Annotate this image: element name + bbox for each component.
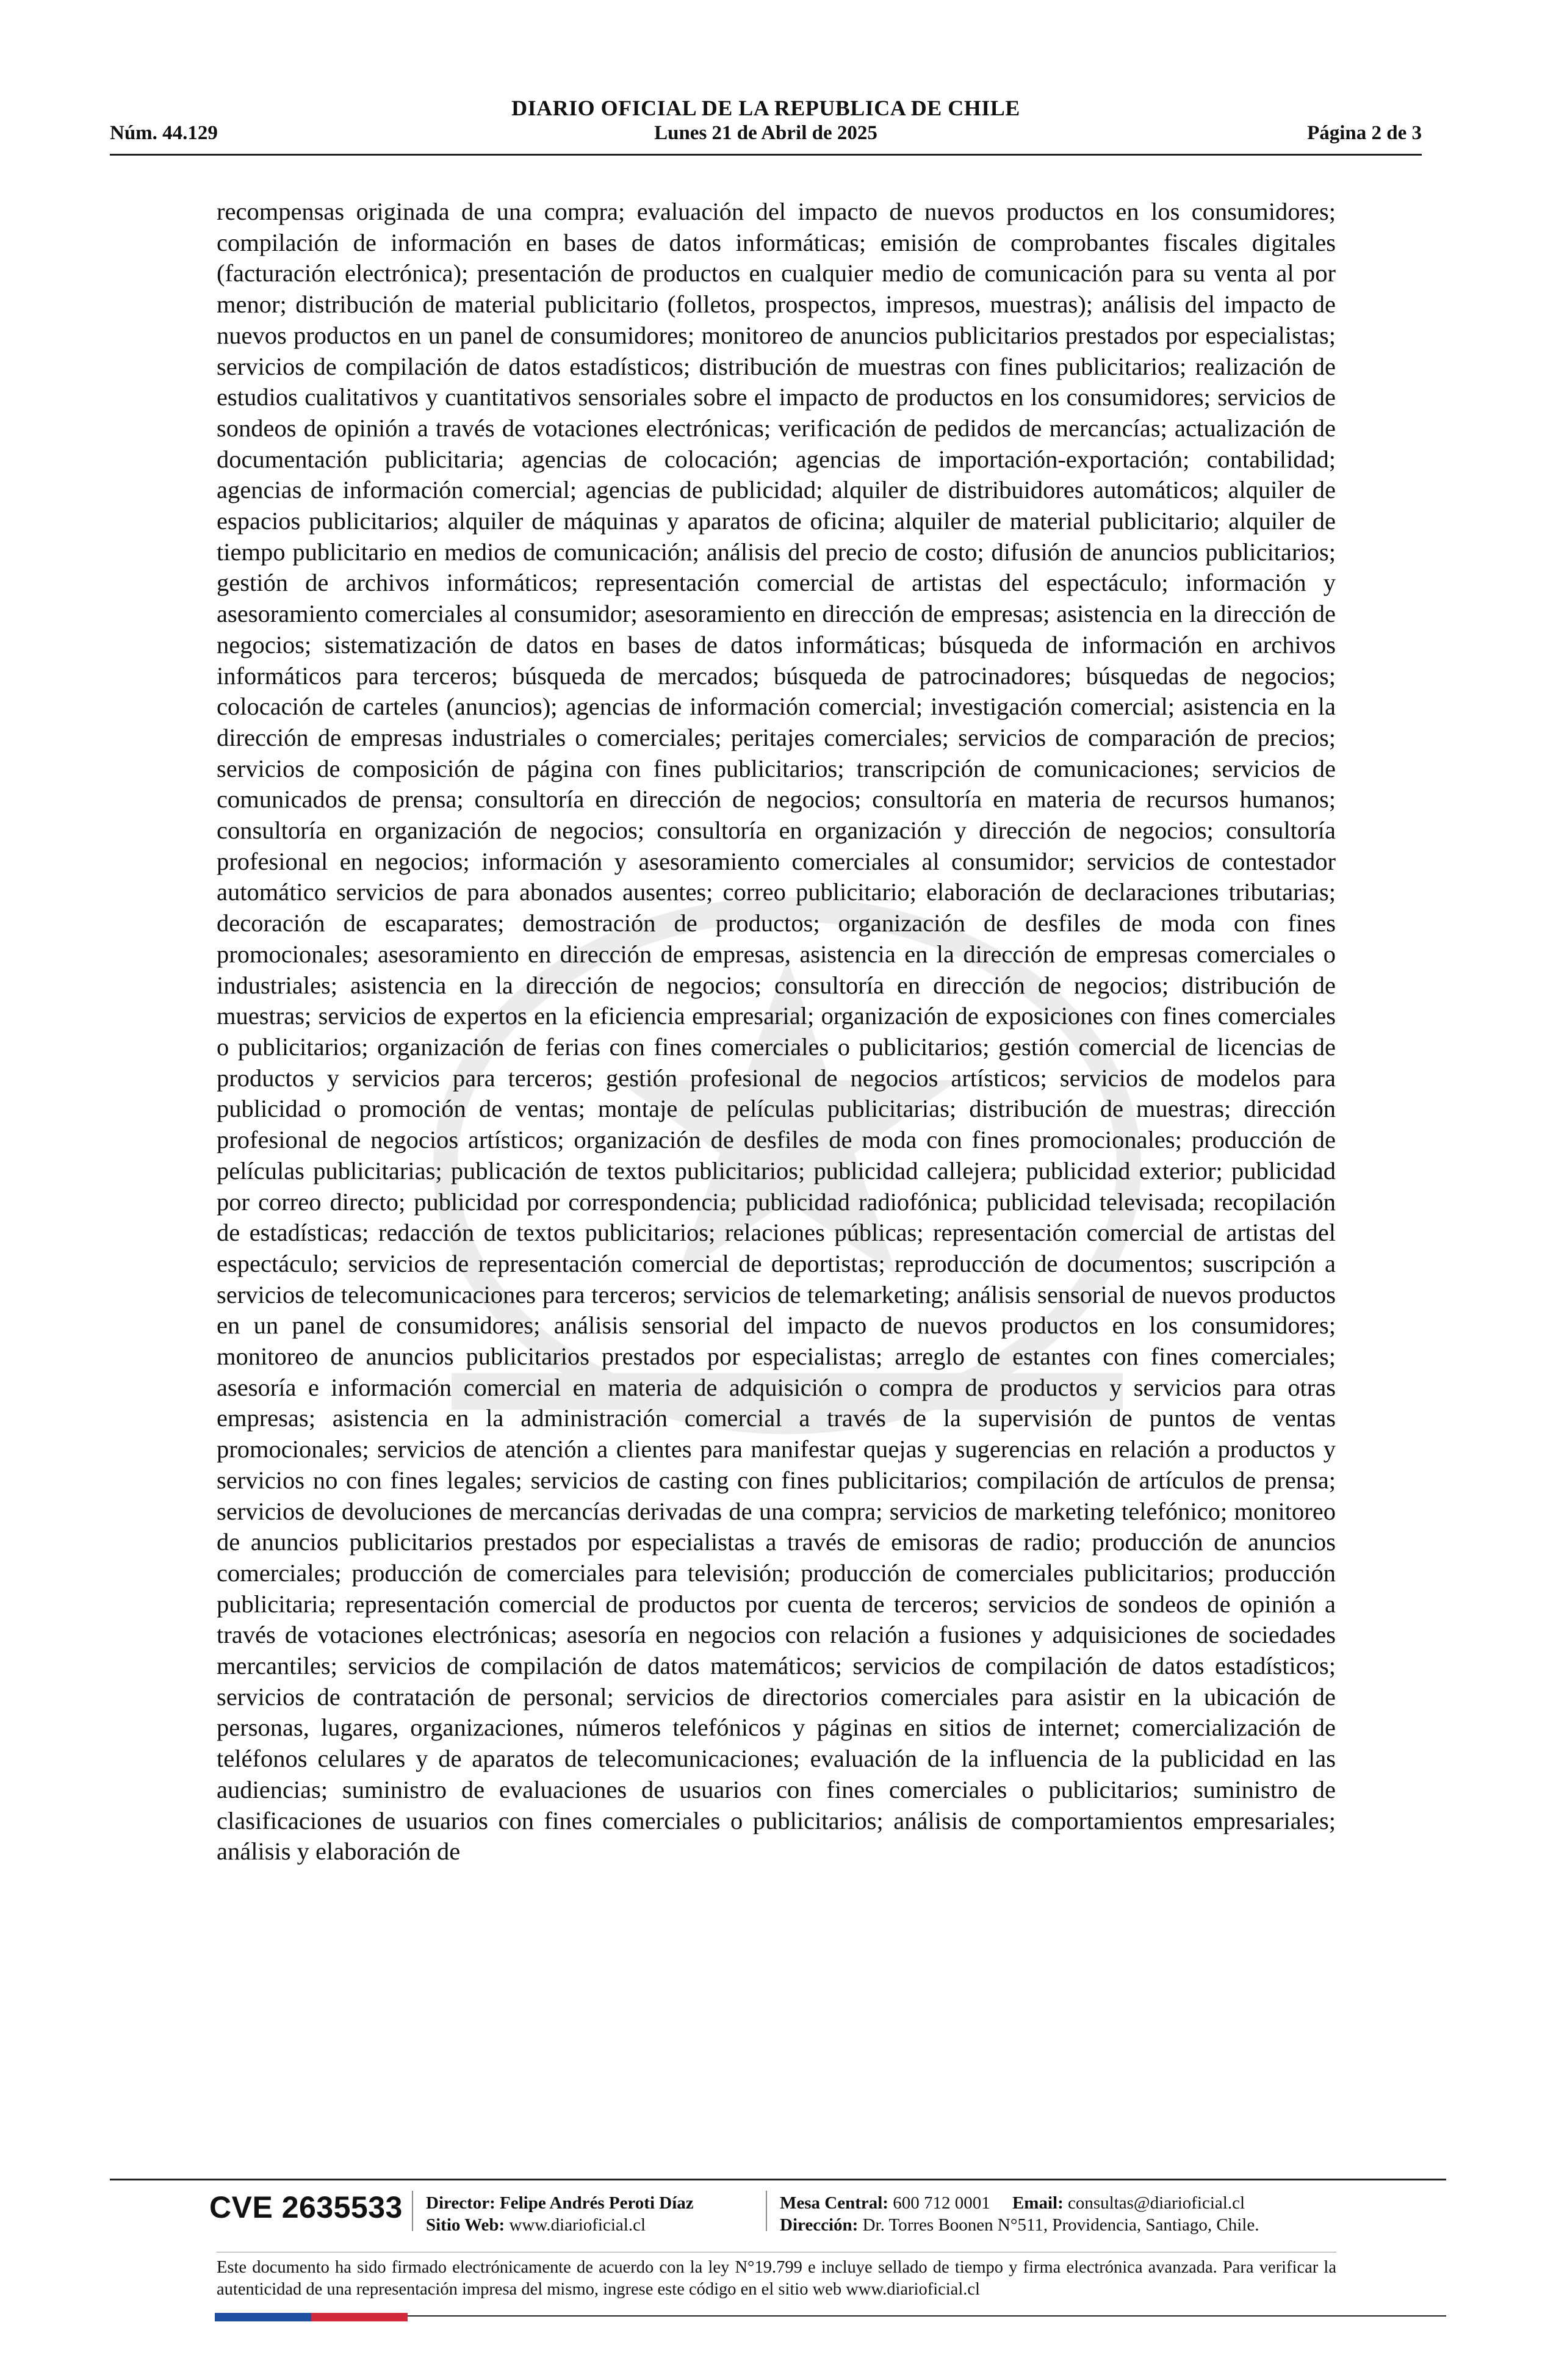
director-block bbox=[426, 2192, 694, 2236]
footer-separator bbox=[412, 2191, 413, 2231]
director-label: Director: bbox=[426, 2193, 495, 2213]
footer-divider-bottom bbox=[408, 2315, 1446, 2317]
publication-title: DIARIO OFICIAL DE LA REPUBLICA DE CHILE bbox=[511, 96, 1020, 120]
email-label: Email: bbox=[1012, 2193, 1064, 2213]
footer-divider-top bbox=[110, 2179, 1446, 2180]
flag-blue-segment bbox=[215, 2313, 311, 2321]
page-number: Página 2 de 3 bbox=[1307, 122, 1422, 144]
page-header bbox=[110, 92, 1422, 159]
header-divider bbox=[110, 154, 1422, 156]
website-label: Sitio Web: bbox=[426, 2215, 505, 2235]
footer-separator bbox=[766, 2191, 767, 2231]
address-text: Dr. Torres Boonen N°511, Providencia, Santiago, Chile. bbox=[862, 2215, 1259, 2235]
legal-note: Este documento ha sido firmado electrónicamente de acuerdo con la ley N°19.799 e incluye sellado de tiempo y firma electrónica avanzada. Para verificar la autenticidad de una representación impresa del mismo, ingrese este código en el sitio web www.diarioficial.cl bbox=[217, 2258, 1336, 2299]
website-link[interactable]: www.diarioficial.cl bbox=[509, 2215, 646, 2235]
issue-number: Núm. 44.129 bbox=[110, 122, 218, 144]
address-line bbox=[780, 2214, 1259, 2236]
director-name: Felipe Andrés Peroti Díaz bbox=[500, 2193, 694, 2213]
phone-label: Mesa Central: bbox=[780, 2193, 888, 2213]
phone-number: 600 712 0001 bbox=[893, 2193, 990, 2213]
flag-color-bar bbox=[215, 2313, 408, 2321]
cve-code: CVE 2635533 bbox=[209, 2190, 403, 2224]
address-label: Dirección: bbox=[780, 2215, 859, 2235]
contact-line bbox=[780, 2192, 1259, 2214]
issue-date: Lunes 21 de Abril de 2025 bbox=[654, 122, 877, 144]
director-line bbox=[426, 2192, 694, 2214]
contact-block bbox=[780, 2192, 1259, 2236]
body-paragraph: recompensas originada de una compra; evaluación del impacto de nuevos productos en los consumidores; compilación de información en bases de datos informáticas; emisión de comprobantes fiscales digitales (facturación electrónica); presentación de productos en cualquier medio de comunicación para su venta al por menor; distribución de material publicitario (folletos, prospectos, impresos, muestras); análisis del impacto de nuevos productos en un panel de consumidores; monitoreo de anuncios publicitarios prestados por especialistas; servicios de compilación de datos estadísticos; distribución de muestras con fines publicitarios; realización de estudios cualitativos y cuantitativos sensoriales sobre el impacto de productos en los consumidores; servicios de sondeos de opinión a través de votaciones electrónicas; verificación de pedidos de mercancías; actualización de documentación publicitaria; agencias de colocación; agencias de importación-exportación; contabilidad; agencias de información comercial; agencias de publicidad; alquiler de distribuidores automáticos; alquiler de espacios publicitarios; alquiler de máquinas y aparatos de oficina; alquiler de material publicitario; alquiler de tiempo publicitario en medios de comunicación; análisis del precio de costo; difusión de anuncios publicitarios; gestión de archivos informáticos; representación comercial de artistas del espectáculo; información y asesoramiento comerciales al consumidor; asesoramiento en dirección de empresas; asistencia en la dirección de negocios; sistematización de datos en bases de datos informáticas; búsqueda de información en archivos informáticos para terceros; búsqueda de mercados; búsqueda de patrocinadores; búsquedas de negocios; colocación de carteles (anuncios); agencias de información comercial; investigación comercial; asistencia en la dirección de empresas industriales o comerciales; peritajes comerciales; servicios de comparación de precios; servicios de composición de página con fines publicitarios; transcripción de comunicaciones; servicios de comunicados de prensa; consultoría en dirección de negocios; consultoría en materia de recursos humanos; consultoría en organización de negocios; consultoría en organización y dirección de negocios; consultoría profesional en negocios; información y asesoramiento comerciales al consumidor; servicios de contestador automático servicios de para abonados ausentes; correo publicitario; elaboración de declaraciones tributarias; decoración de escaparates; demostración de productos; organización de desfiles de moda con fines promocionales; asesoramiento en dirección de empresas, asistencia en la dirección de empresas comerciales o industriales; asistencia en la dirección de negocios; consultoría en dirección de negocios; distribución de muestras; servicios de expertos en la eficiencia empresarial; organización de exposiciones con fines comerciales o publicitarios; organización de ferias con fines comerciales o publicitarios; gestión comercial de licencias de productos y servicios para terceros; gestión profesional de negocios artísticos; servicios de modelos para publicidad o promoción de ventas; montaje de películas publicitarias; distribución de muestras; dirección profesional de negocios artísticos; organización de desfiles de moda con fines promocionales; producción de películas publicitarias; publicación de textos publicitarios; publicidad callejera; publicidad exterior; publicidad por correo directo; publicidad por correspondencia; publicidad radiofónica; publicidad televisada; recopilación de estadísticas; redacción de textos publicitarios; relaciones públicas; representación comercial de artistas del espectáculo; servicios de representación comercial de deportistas; reproducción de documentos; suscripción a servicios de telecomunicaciones para terceros; servicios de telemarketing; análisis sensorial de nuevos productos en un panel de consumidores; análisis sensorial del impacto de nuevos productos en los consumidores; monitoreo de anuncios publicitarios prestados por especialistas; arreglo de estantes con fines comerciales; asesoría e información comercial en materia de adquisición o compra de productos y servicios para otras empresas; asistencia en la administración comercial a través de la supervisión de puntos de ventas promocionales; servicios de atención a clientes para manifestar quejas y sugerencias en relación a productos y servicios no con fines legales; servicios de casting con fines publicitarios; compilación de artículos de prensa; servicios de devoluciones de mercancías derivadas de una compra; servicios de marketing telefónico; monitoreo de anuncios publicitarios prestados por especialistas a través de emisoras de radio; producción de anuncios comerciales; producción de comerciales para televisión; producción de comerciales publicitarios; producción publicitaria; representación comercial de productos por cuenta de terceros; servicios de sondeos de opinión a través de votaciones electrónicas; asesoría en negocios con relación a fusiones y adquisiciones de sociedades mercantiles; servicios de compilación de datos matemáticos; servicios de compilación de datos estadísticos; servicios de contratación de personal; servicios de directorios comerciales para asistir en la ubicación de personas, lugares, organizaciones, números telefónicos y páginas en sitios de internet; comercialización de teléfonos celulares y de aparatos de telecomunicaciones; evaluación de la influencia de la publicidad en las audiencias; suministro de evaluaciones de usuarios con fines comerciales o publicitarios; suministro de clasificaciones de usuarios con fines comerciales o publicitarios; análisis de comportamientos empresariales; análisis y elaboración de bbox=[217, 198, 1336, 1866]
website-line bbox=[426, 2214, 694, 2236]
flag-red-segment bbox=[311, 2313, 408, 2321]
email-link[interactable]: consultas@diarioficial.cl bbox=[1068, 2193, 1245, 2213]
